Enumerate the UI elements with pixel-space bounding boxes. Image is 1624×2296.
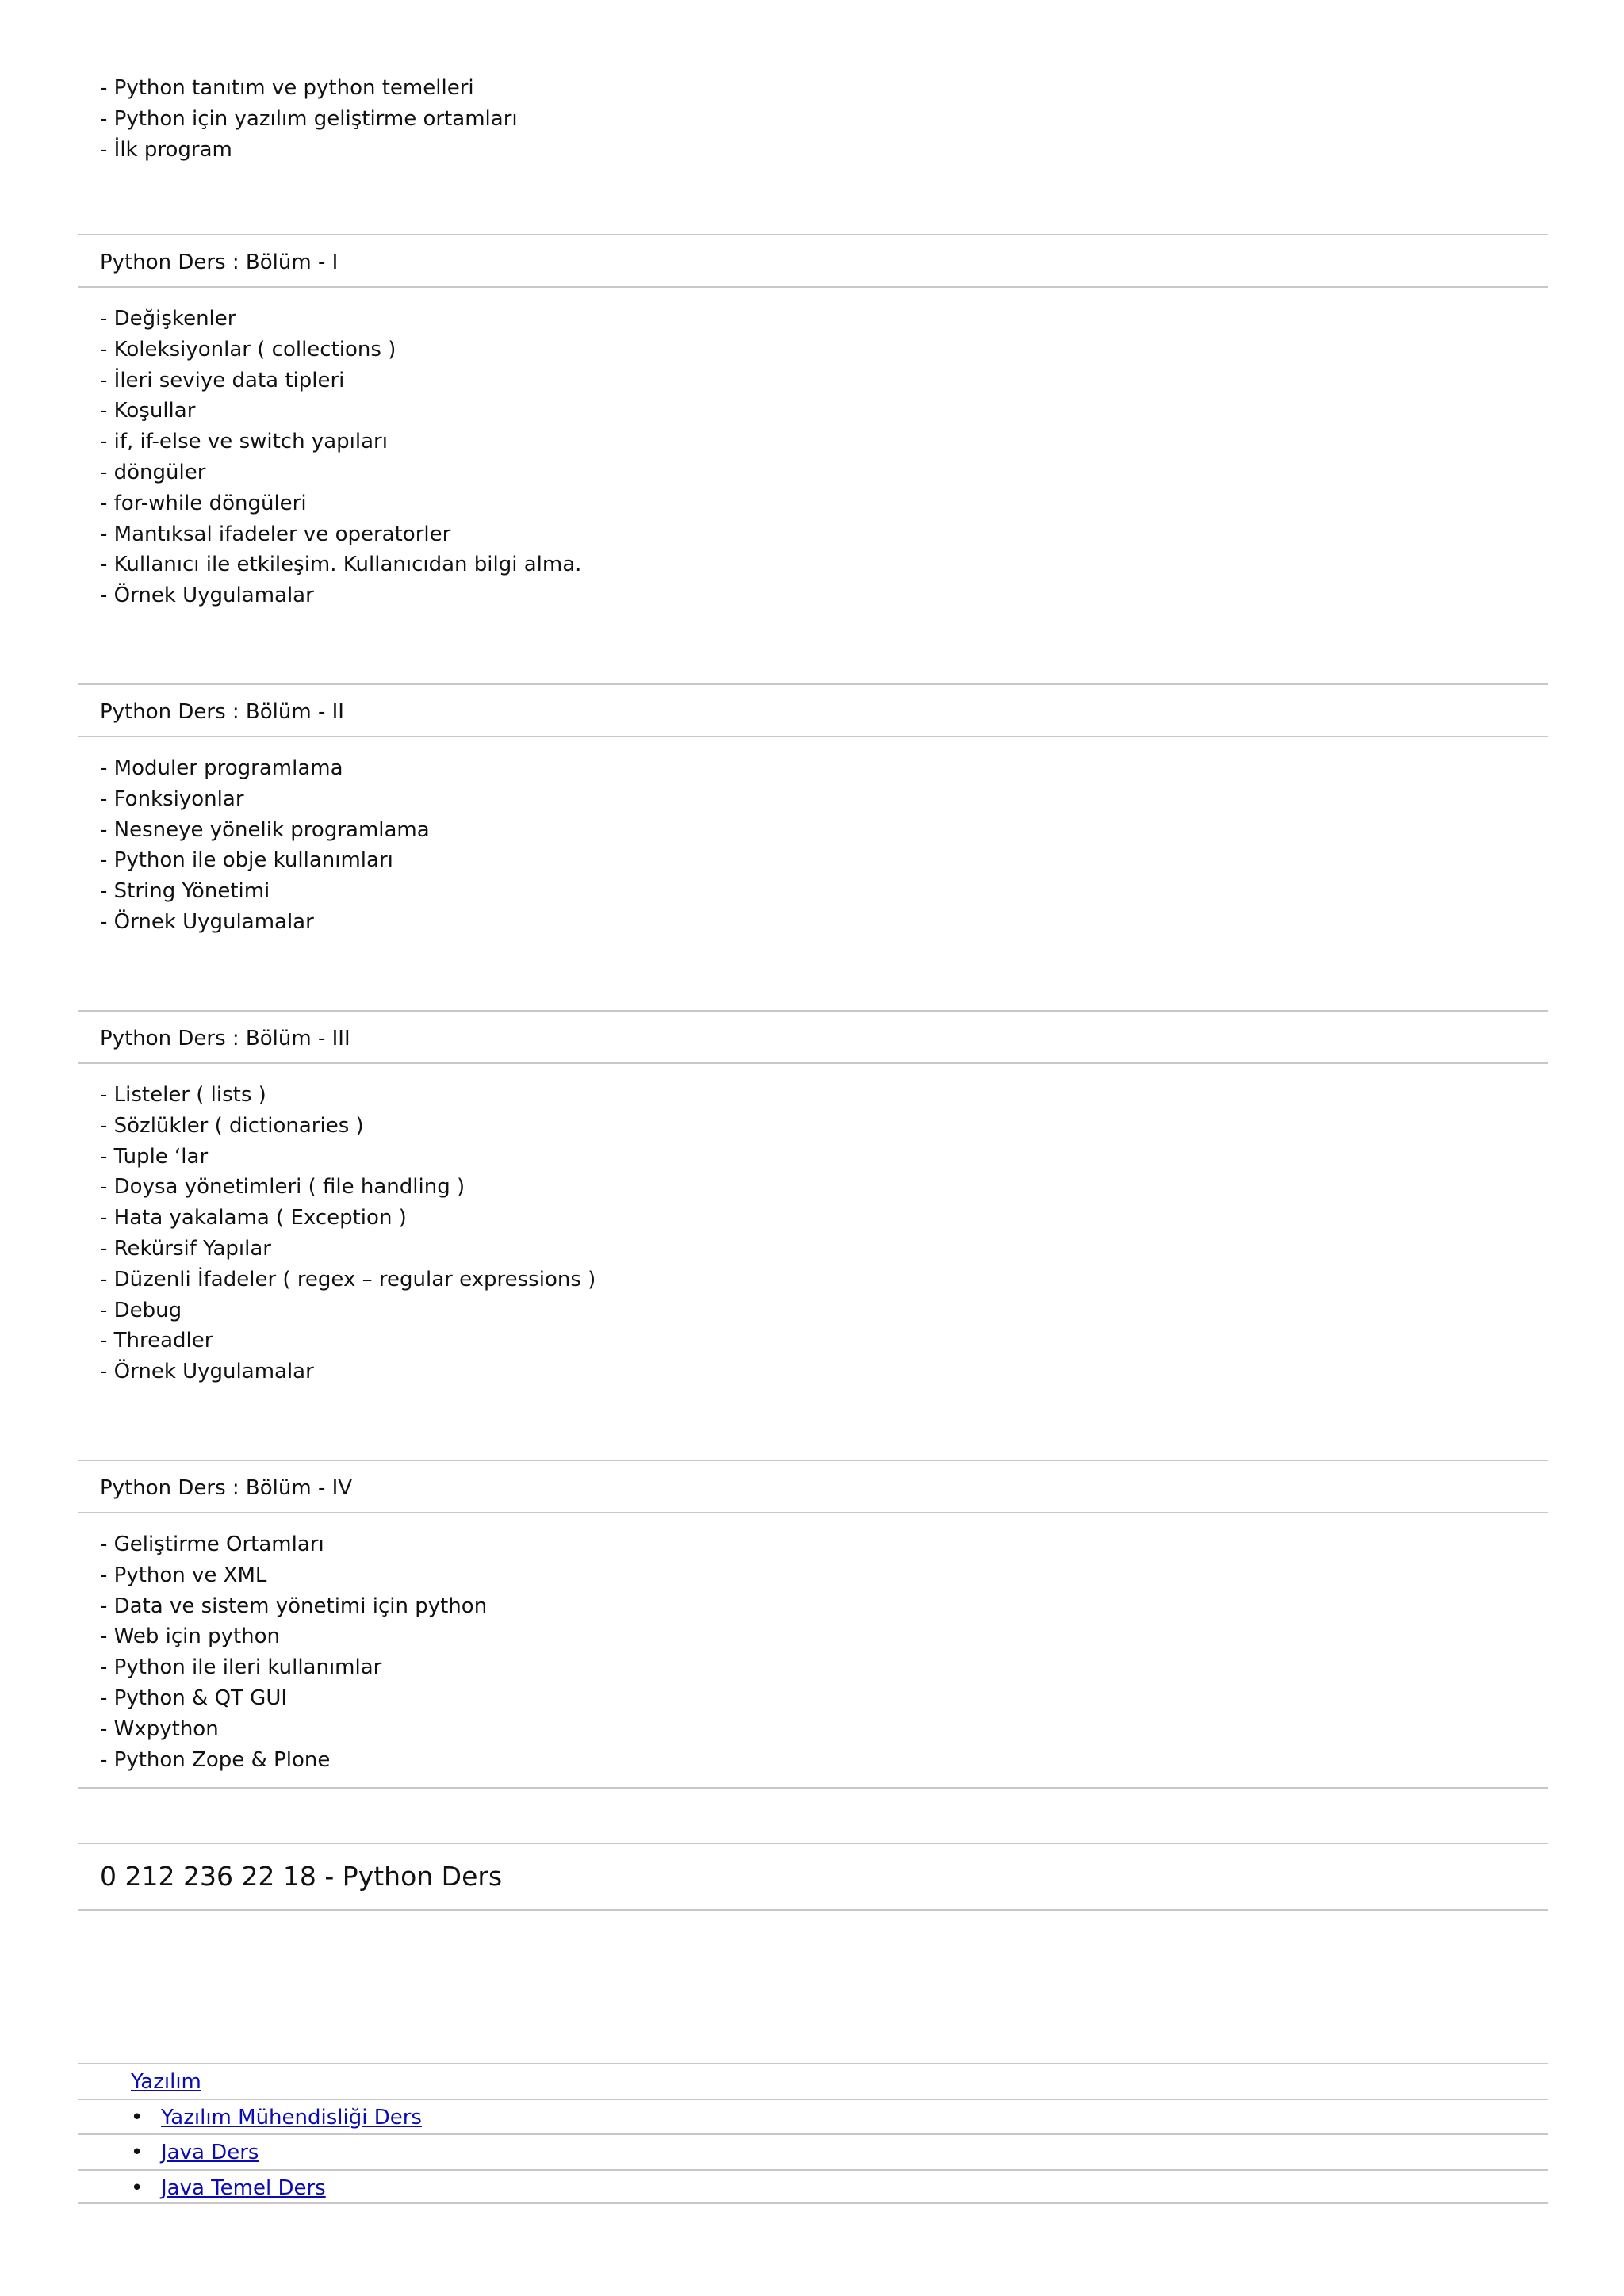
list-item: - Python ile obje kullanımları <box>100 848 393 873</box>
list-item: - Örnek Uygulamalar <box>100 909 314 934</box>
divider <box>78 1787 1548 1789</box>
list-item: - Wxpython <box>100 1716 219 1741</box>
list-item: - Düzenli İfadeler ( regex – regular expressions ) <box>100 1267 596 1292</box>
link-yazilim-muhendisligi-ders[interactable]: Yazılım Mühendisliği Ders <box>161 2105 422 2130</box>
category-link[interactable]: Yazılım <box>131 2070 201 2094</box>
list-item: - Python tanıtım ve python temelleri <box>100 76 474 100</box>
list-item: - Debug <box>100 1298 182 1322</box>
related-links <box>78 2063 1548 2204</box>
bullet-icon: • <box>131 2175 144 2200</box>
list-item: - Threadler <box>100 1329 213 1353</box>
list-item: - Örnek Uygulamalar <box>100 584 314 608</box>
link-row <box>78 2063 1548 2099</box>
list-item: - Data ve sistem yönetimi için python <box>100 1594 488 1618</box>
section-bolum-2 <box>78 683 1548 938</box>
link-row <box>78 2169 1548 2205</box>
section-bolum-3 <box>78 1010 1548 1387</box>
list-item: - İleri seviye data tipleri <box>100 368 345 392</box>
section-list <box>78 304 1548 611</box>
list-item: - Moduler programlama <box>100 756 343 780</box>
list-item: - Sözlükler ( dictionaries ) <box>100 1113 364 1138</box>
section-list <box>78 753 1548 938</box>
list-item: - Fonksiyonlar <box>100 786 244 811</box>
section-title: Python Ders : Bölüm - III <box>78 1010 1548 1064</box>
list-item: - Rekürsif Yapılar <box>100 1236 271 1261</box>
list-item: - Nesneye yönelik programlama <box>100 817 430 842</box>
section-list <box>78 1080 1548 1387</box>
list-item: - Python & QT GUI <box>100 1686 288 1710</box>
list-item: - Listeler ( lists ) <box>100 1083 266 1107</box>
link-row <box>78 2099 1548 2134</box>
section-title: Python Ders : Bölüm - IV <box>78 1460 1548 1513</box>
list-item: - Python için yazılım geliştirme ortamları <box>100 106 518 131</box>
link-java-ders[interactable]: Java Ders <box>161 2141 259 2164</box>
section-list <box>78 1529 1548 1775</box>
list-item: - Koşullar <box>100 399 196 423</box>
list-item: - Mantıksal ifadeler ve operatorler <box>100 522 451 546</box>
bullet-icon: • <box>131 2105 144 2130</box>
list-item: - Web için python <box>100 1624 281 1649</box>
section-bolum-1 <box>78 234 1548 611</box>
section-title: Python Ders : Bölüm - I <box>78 234 1548 288</box>
intro-list <box>78 73 518 165</box>
bullet-icon: • <box>131 2141 144 2164</box>
list-item: - Örnek Uygulamalar <box>100 1360 314 1384</box>
list-item: - döngüler <box>100 460 206 484</box>
section-title: Python Ders : Bölüm - II <box>78 683 1548 737</box>
link-java-temel-ders[interactable]: Java Temel Ders <box>161 2175 326 2200</box>
link-row <box>78 2133 1548 2169</box>
list-item: - Python ve XML <box>100 1563 267 1587</box>
list-item: - Python ile ileri kullanımlar <box>100 1655 382 1680</box>
list-item: - if, if-else ve switch yapıları <box>100 430 388 454</box>
list-item: - Python Zope & Plone <box>100 1747 331 1772</box>
list-item: - Koleksiyonlar ( collections ) <box>100 337 396 362</box>
list-item: - Hata yakalama ( Exception ) <box>100 1206 407 1230</box>
list-item: - String Yönetimi <box>100 879 270 904</box>
list-item: - Değişkenler <box>100 307 236 331</box>
list-item: - Tuple ‘lar <box>100 1144 209 1169</box>
list-item: - İlk program <box>100 137 232 162</box>
list-item: - Doysa yönetimleri ( file handling ) <box>100 1175 465 1200</box>
list-item: - Kullanıcı ile etkileşim. Kullanıcıdan bilgi alma. <box>100 553 582 577</box>
section-bolum-4 <box>78 1460 1548 1775</box>
list-item: - Geliştirme Ortamları <box>100 1533 324 1556</box>
list-item: - for-while döngüleri <box>100 491 307 515</box>
phone-heading: 0 212 236 22 18 - Python Ders <box>78 1843 1548 1911</box>
